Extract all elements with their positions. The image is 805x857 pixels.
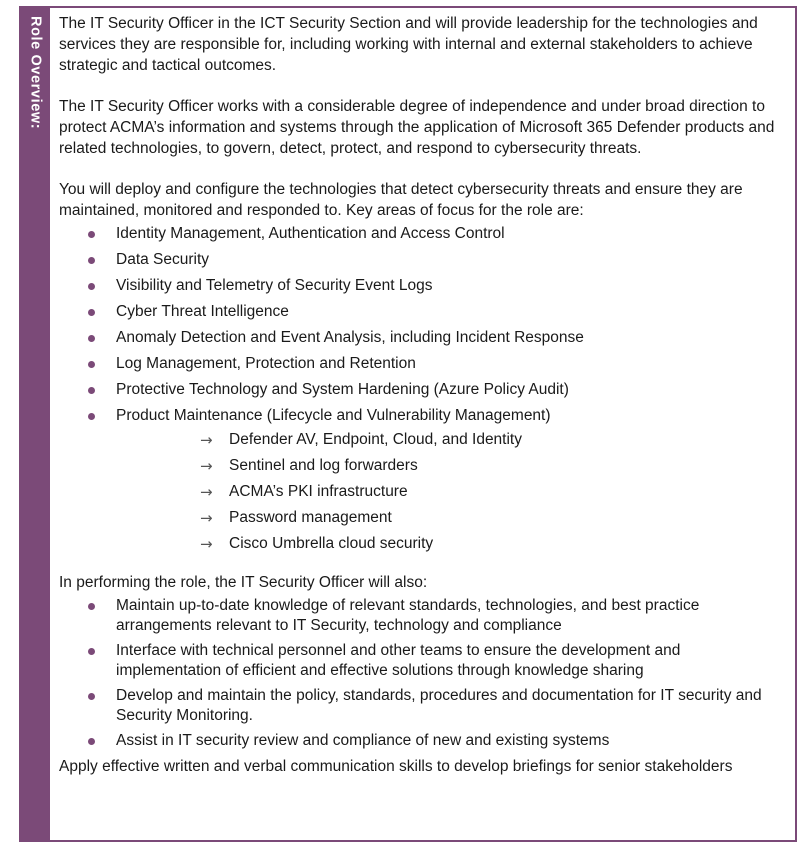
sub-list-item: → Defender AV, Endpoint, Cloud, and Identity xyxy=(200,431,522,449)
list-item: Anomaly Detection and Event Analysis, including Incident Response xyxy=(59,328,789,348)
focus-intro-paragraph: You will deploy and configure the technologies that detect cybersecurity threats and ensure they are maintained, monitored and responded to. Key areas of focus for the role are: xyxy=(59,181,743,219)
focus-areas-list xyxy=(59,224,789,554)
list-item: Identity Management, Authentication and Access Control xyxy=(59,224,789,244)
duties-intro-paragraph: In performing the role, the IT Security Officer will also: xyxy=(59,574,428,591)
communication-paragraph: Apply effective written and verbal communication skills to develop briefings for senior stakeholders xyxy=(59,758,733,775)
list-item: Maintain up-to-date knowledge of relevant standards, technologies, and best practice arrangements relevant to IT Security, technology and compliance xyxy=(59,596,789,636)
role-overview-sidebar xyxy=(21,8,50,840)
arrow-right-icon: → xyxy=(200,483,213,501)
arrow-right-icon: → xyxy=(200,509,213,527)
bullet-icon xyxy=(88,309,95,316)
bullet-icon xyxy=(88,738,95,745)
list-item: Product Maintenance (Lifecycle and Vulnerability Management) → Defender AV, Endpoint, Cloud, and Identity → Sentinel and log forwarders → ACMA’s PKI infrastructure → Password management → Cisco Umbrella cloud security xyxy=(59,406,789,554)
list-item: Assist in IT security review and compliance of new and existing systems xyxy=(59,731,789,751)
maintenance-sublist xyxy=(116,430,789,554)
sub-list-item: → Cisco Umbrella cloud security xyxy=(200,535,434,553)
list-item: Cyber Threat Intelligence xyxy=(59,302,789,322)
list-item: Develop and maintain the policy, standards, procedures and documentation for IT security and Security Monitoring. xyxy=(59,686,789,726)
sub-list-item: → Password management xyxy=(200,509,392,527)
bullet-icon xyxy=(88,603,95,610)
role-overview-content xyxy=(59,13,789,777)
bullet-icon xyxy=(88,283,95,290)
bullet-icon xyxy=(88,257,95,264)
independence-paragraph: The IT Security Officer works with a considerable degree of independence and under broad direction to protect ACMA’s information and systems through the application of Microsoft 365 Defender products and related technologies, to govern, detect, protect, and respond to cybersecurity threats. xyxy=(59,98,775,157)
arrow-right-icon: → xyxy=(200,457,213,475)
list-item: Visibility and Telemetry of Security Event Logs xyxy=(59,276,789,296)
list-item: Log Management, Protection and Retention xyxy=(59,354,789,374)
list-item: Interface with technical personnel and other teams to ensure the development and implementation of efficient and effective solutions through knowledge sharing xyxy=(59,641,789,681)
arrow-right-icon: → xyxy=(200,431,213,449)
bullet-icon xyxy=(88,413,95,420)
role-overview-label: Role Overview: xyxy=(27,16,44,130)
sub-list-item: → Sentinel and log forwarders xyxy=(200,457,418,475)
list-item: Data Security xyxy=(59,250,789,270)
bullet-icon xyxy=(88,648,95,655)
intro-paragraph: The IT Security Officer in the ICT Security Section and will provide leadership for the technologies and services they are responsible for, including working with internal and external stakeholders to achieve strategic and tactical outcomes. xyxy=(59,15,758,74)
bullet-icon xyxy=(88,361,95,368)
bullet-icon xyxy=(88,335,95,342)
list-item: Protective Technology and System Hardening (Azure Policy Audit) xyxy=(59,380,789,400)
bullet-icon xyxy=(88,387,95,394)
arrow-right-icon: → xyxy=(200,535,213,553)
role-overview-panel xyxy=(19,6,797,842)
bullet-icon xyxy=(88,231,95,238)
sub-list-item: → ACMA’s PKI infrastructure xyxy=(200,483,408,501)
duties-list xyxy=(59,596,789,751)
bullet-icon xyxy=(88,693,95,700)
